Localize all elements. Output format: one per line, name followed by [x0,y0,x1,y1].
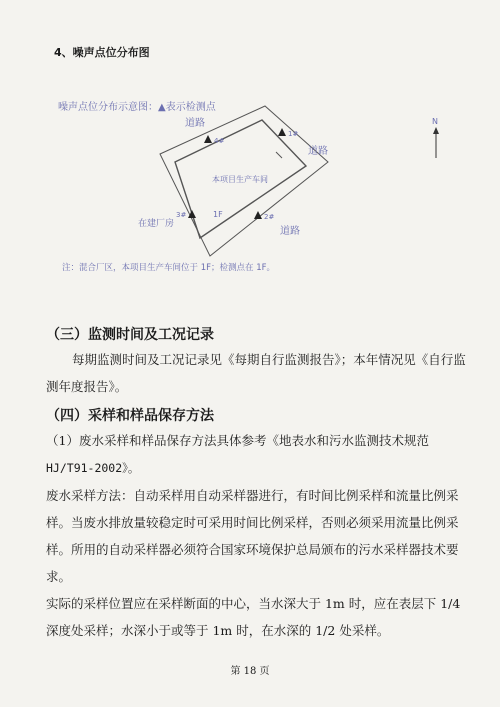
triangle-icon [204,135,212,143]
under-construction-label: 在建厂房 [138,219,175,229]
section4-paragraph-3: 实际的采样位置应在采样断面的中心，当水深大于 1m 时，应在表层下 1/4 深度处采样；水深小于或等于 1m 时，在水深的 1/2 处采样。 [46,596,461,638]
svg-text:3#: 3# [176,211,187,219]
svg-text:2#: 2# [264,213,275,221]
road-label-top: 道路 [185,118,205,129]
svg-text:4#: 4# [214,137,225,145]
floor-label: 1F [213,210,223,219]
monitoring-point-4 [204,135,224,145]
svg-text:N: N [432,117,438,126]
triangle-icon [278,128,286,136]
diagram-note: 注：混合厂区，本项目生产车间位于 1F；检测点在 1F。 [62,263,276,273]
section4-paragraph-1 [46,427,466,482]
page-number: 第 18 页 [230,666,270,677]
monitoring-point-2 [254,211,274,221]
section3-text: 每期监测时间及工况记录见《每期自行监测报告》；本年情况见《自行监测年度报告》。 [46,352,466,394]
monitoring-point-3 [176,210,196,219]
north-arrow-icon [432,117,439,158]
noise-map-heading: 4、噪声点位分布图 [54,46,150,59]
section4-paragraph-2: 废水采样方法：自动采样用自动采样器进行，有时间比例采样和流量比例采样。当废水排放量较稳定时可采用时间比例采样，否则必须采用流量比例采样。所用的自动采样器必须符合国家环境保护总局颁布的污水采样器技术要求。 [46,488,459,584]
monitoring-point-1 [278,128,298,138]
road-label-right: 道路 [308,146,328,157]
building-label: 本项目生产车间 [212,175,268,184]
svg-text:1#: 1# [288,130,299,138]
noise-point-diagram [40,88,460,288]
door-mark [276,152,282,158]
diagram-legend: 噪声点位分布示意图：▲表示检测点 [58,102,216,113]
section4-title: （四）采样和样品保存方法 [46,408,214,424]
road-label-bottom: 道路 [280,226,300,237]
standard-code: HJ/T91-2002》。 [46,461,140,475]
paragraph-1-text: （1）废水采样和样品保存方法具体参考《地表水和污水监测技术规范 [46,433,429,448]
section3-title: （三）监测时间及工况记录 [46,327,214,343]
